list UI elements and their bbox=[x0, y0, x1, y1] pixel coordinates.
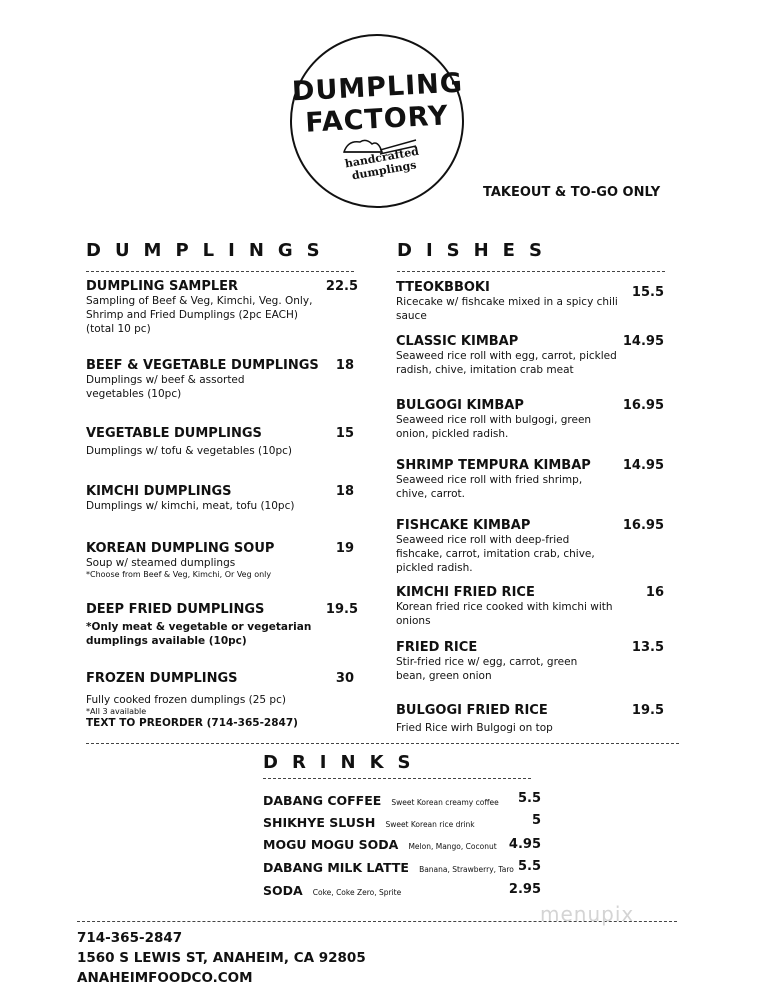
menu-item-fried-rice bbox=[396, 640, 664, 683]
item-description: Dumplings w/ beef & assorted vegetables (10pc) bbox=[86, 374, 245, 400]
item-description: Seaweed rice roll with fried shrimp, chive, carrot. bbox=[396, 474, 583, 500]
item-price: 18 bbox=[335, 484, 354, 499]
item-name: TTEOKBBOKI bbox=[396, 280, 490, 295]
item-price: 14.95 bbox=[622, 458, 664, 473]
drinks-divider bbox=[263, 778, 531, 779]
drink-description: Coke, Coke Zero, Sprite bbox=[312, 888, 402, 897]
item-note: *All 3 available bbox=[86, 707, 147, 716]
menu-item-classic-kimbap bbox=[396, 334, 664, 377]
dumplings-divider bbox=[86, 271, 354, 272]
logo bbox=[290, 34, 464, 208]
item-name: BULGOGI FRIED RICE bbox=[396, 703, 548, 718]
dishes-heading: DISHES bbox=[397, 240, 556, 261]
drinks-heading: DRINKS bbox=[263, 752, 425, 773]
menu-item-bulgogi-kimbap bbox=[396, 398, 664, 441]
section-divider bbox=[86, 743, 679, 744]
item-description: Seaweed rice roll with deep-fried fishcake, carrot, imitation crab, chive, pickled radish. bbox=[396, 534, 595, 574]
drink-item-soda bbox=[263, 880, 541, 896]
item-description: Dumplings w/ tofu & vegetables (10pc) bbox=[86, 445, 293, 457]
item-name: DEEP FRIED DUMPLINGS bbox=[86, 602, 265, 617]
item-name: FRIED RICE bbox=[396, 640, 478, 655]
menu-item-frozen-dumplings bbox=[86, 671, 354, 730]
item-name: DUMPLING SAMPLER bbox=[86, 279, 239, 294]
item-price: 19 bbox=[335, 541, 354, 556]
item-description: Dumplings w/ kimchi, meat, tofu (10pc) bbox=[86, 500, 295, 512]
drink-name: MOGU MOGU SODA bbox=[263, 837, 399, 852]
item-price: 30 bbox=[335, 671, 354, 686]
drink-item-dabang-milk-latte bbox=[263, 857, 541, 873]
item-name: BEEF & VEGETABLE DUMPLINGS bbox=[86, 358, 319, 373]
logo-line2: FACTORY bbox=[304, 100, 450, 139]
item-name: BULGOGI KIMBAP bbox=[396, 398, 524, 413]
item-name: KOREAN DUMPLING SOUP bbox=[86, 541, 275, 556]
item-description: Fully cooked frozen dumplings (25 pc) bbox=[86, 694, 286, 706]
item-description: Seaweed rice roll with egg, carrot, pickled radish, chive, imitation crab meat bbox=[396, 350, 617, 376]
drink-description: Sweet Korean creamy coffee bbox=[391, 798, 499, 807]
dishes-divider bbox=[397, 271, 665, 272]
drink-name: SODA bbox=[263, 883, 303, 898]
item-price: 13.5 bbox=[631, 640, 664, 655]
item-description: Stir-fried rice w/ egg, carrot, green bean, green onion bbox=[396, 656, 578, 682]
drink-price: 5.5 bbox=[517, 859, 541, 874]
dumplings-heading: DUMPLINGS bbox=[86, 240, 334, 261]
item-price: 14.95 bbox=[622, 334, 664, 349]
drink-price: 5.5 bbox=[517, 791, 541, 806]
drink-name: SHIKHYE SLUSH bbox=[263, 815, 376, 830]
item-description: *Only meat & vegetable or vegetarian dumplings available (10pc) bbox=[86, 621, 312, 647]
item-price: 16.95 bbox=[622, 518, 664, 533]
item-price: 16 bbox=[645, 585, 664, 600]
item-name: KIMCHI DUMPLINGS bbox=[86, 484, 232, 499]
item-price: 19.5 bbox=[325, 602, 358, 617]
item-description: Sampling of Beef & Veg, Kimchi, Veg. Only, Shrimp and Fried Dumplings (2pc EACH) (total 10 pc) bbox=[86, 295, 313, 335]
item-price: 19.5 bbox=[631, 703, 664, 718]
menu-item-bulgogi-fried-rice bbox=[396, 703, 664, 735]
drink-description: Banana, Strawberry, Taro bbox=[419, 865, 514, 874]
contact-phone: 714-365-2847 bbox=[77, 930, 183, 946]
logo-line1: DUMPLING bbox=[291, 67, 464, 108]
item-name: CLASSIC KIMBAP bbox=[396, 334, 519, 349]
drink-price: 5 bbox=[531, 813, 541, 828]
drink-item-shikhye-slush bbox=[263, 812, 541, 828]
item-description: Soup w/ steamed dumplings bbox=[86, 557, 236, 569]
item-price: 18 bbox=[335, 358, 354, 373]
contact-website: ANAHEIMFOODCO.COM bbox=[77, 970, 253, 986]
menu-item-shrimp-tempura-kimbap bbox=[396, 458, 664, 501]
menu-item-kimchi-fried-rice bbox=[396, 585, 664, 628]
item-price: 15.5 bbox=[631, 285, 664, 300]
item-name: VEGETABLE DUMPLINGS bbox=[86, 426, 262, 441]
item-price: 16.95 bbox=[622, 398, 664, 413]
item-description: Ricecake w/ fishcake mixed in a spicy chili sauce bbox=[396, 296, 618, 322]
drink-item-mogu-mogu-soda bbox=[263, 834, 541, 850]
item-description: Korean fried rice cooked with kimchi with onions bbox=[396, 601, 613, 627]
item-name: FISHCAKE KIMBAP bbox=[396, 518, 531, 533]
item-name: FROZEN DUMPLINGS bbox=[86, 671, 238, 686]
item-name: KIMCHI FRIED RICE bbox=[396, 585, 535, 600]
menu-item-vegetable-dumplings bbox=[86, 426, 354, 458]
item-note: *Choose from Beef & Veg, Kimchi, Or Veg only bbox=[86, 570, 272, 579]
drink-name: DABANG MILK LATTE bbox=[263, 860, 409, 875]
menu-item-tteokbboki bbox=[396, 280, 664, 323]
item-name: SHRIMP TEMPURA KIMBAP bbox=[396, 458, 591, 473]
preorder-text: TEXT TO PREORDER (714-365-2847) bbox=[86, 717, 298, 729]
menu-item-deep-fried-dumplings bbox=[86, 602, 358, 648]
drink-description: Sweet Korean rice drink bbox=[385, 820, 475, 829]
logo-tagline: handcrafted dumplings bbox=[343, 144, 420, 183]
watermark: menupix bbox=[540, 902, 635, 926]
item-description: Seaweed rice roll with bulgogi, green onion, pickled radish. bbox=[396, 414, 592, 440]
item-price: 15 bbox=[335, 426, 354, 441]
drink-name: DABANG COFFEE bbox=[263, 793, 382, 808]
menu-item-kimchi-dumplings bbox=[86, 484, 354, 513]
menu-item-dumpling-sampler bbox=[86, 279, 358, 336]
menu-item-korean-dumpling-soup bbox=[86, 541, 354, 579]
item-price: 22.5 bbox=[325, 279, 358, 294]
drink-description: Melon, Mango, Coconut bbox=[408, 842, 497, 851]
drink-price: 2.95 bbox=[508, 882, 541, 897]
drink-price: 4.95 bbox=[508, 837, 541, 852]
contact-address: 1560 S LEWIS ST, ANAHEIM, CA 92805 bbox=[77, 950, 366, 966]
menu-item-fishcake-kimbap bbox=[396, 518, 664, 575]
item-description: Fried Rice wirh Bulgogi on top bbox=[396, 722, 553, 734]
drink-item-dabang-coffee bbox=[263, 790, 541, 806]
takeout-notice: TAKEOUT & TO-GO ONLY bbox=[483, 185, 661, 200]
menu-item-beef-vegetable-dumplings bbox=[86, 358, 354, 401]
